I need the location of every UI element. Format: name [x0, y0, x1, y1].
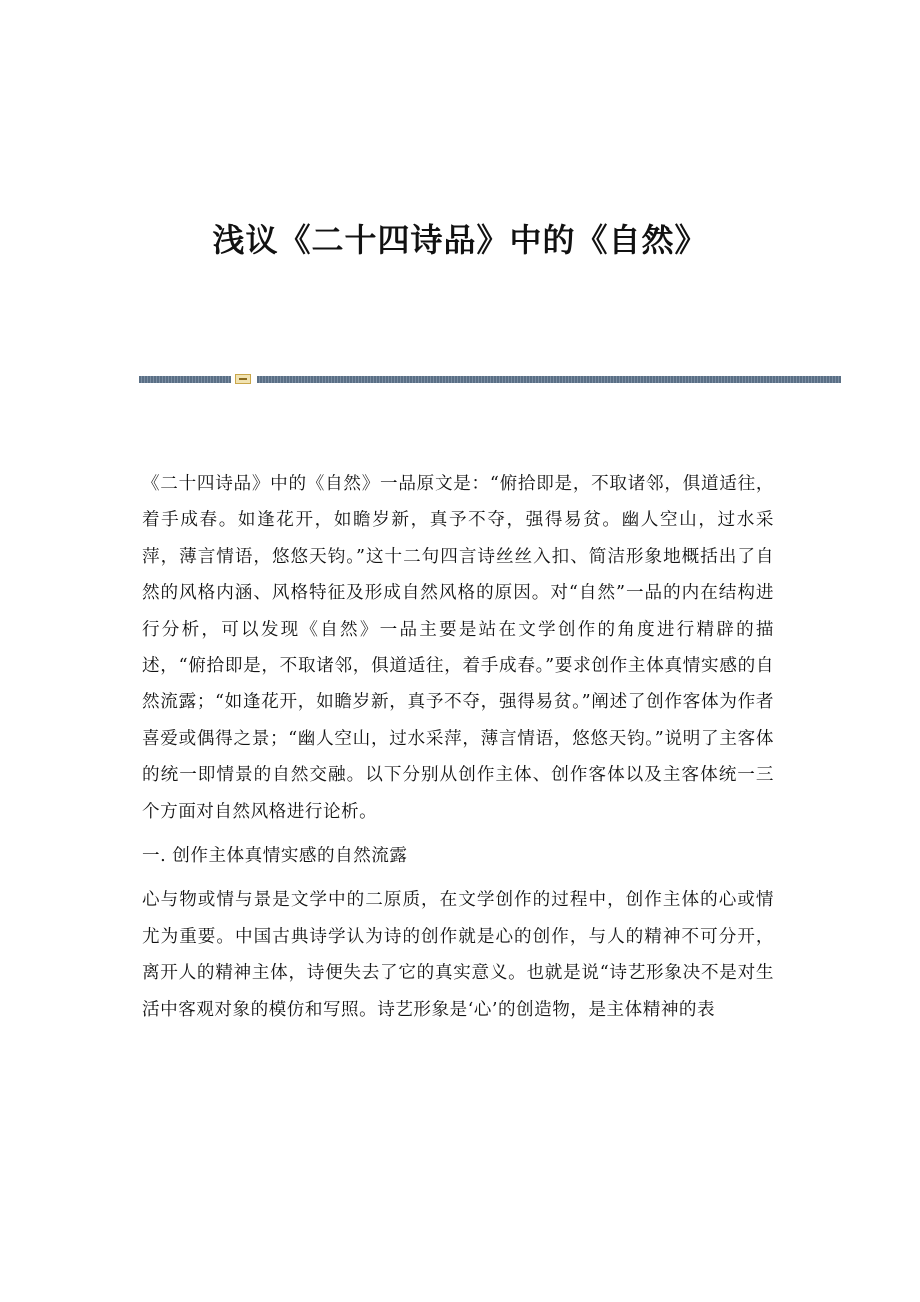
paragraph-body: 心与物或情与景是文学中的二原质，在文学创作的过程中，创作主体的心或情尤为重要。中国古典诗学认为诗的创作就是心的创作，与人的精神不可分开，离开人的精神主体，诗便失去了它的真实意义。也就是说“诗艺形象决不是对生活中客观对象的模仿和写照。诗艺形象是‘心’的创造物，是主体精神的表: [142, 890, 774, 1020]
page-title: 浅议《二十四诗品》中的《自然》: [212, 221, 708, 259]
paragraph-intro: 《二十四诗品》中的《自然》一品原文是：“俯拾即是，不取诸邻，俱道适往，着手成春。如逢花开，如瞻岁新，真予不夺，强得易贫。幽人空山，过水采萍，薄言情语，悠悠天钧。”这十二句四言诗丝丝入扣、简洁形象地概括出了自然的风格内涵、风格特征及形成自然风格的原因。对“自然”一品的内在结构进行分析，可以发现《自然》一品主要是站在文学创作的角度进行精辟的描述，“俯拾即是，不取诸邻，俱道适往，着手成春。”要求创作主体真情实感的自然流露；“如逢花开，如瞻岁新，真予不夺，强得易贫。”阐述了创作客体为作者喜爱或偶得之景；“幽人空山，过水采萍，薄言情语，悠悠天钧。”说明了主客体的统一即情景的自然交融。以下分别从创作主体、创作客体以及主客体统一三个方面对自然风格进行论析。: [142, 474, 774, 822]
document-body: [142, 466, 774, 1028]
divider-ornament-icon: [235, 374, 251, 384]
title-divider: [139, 374, 841, 384]
divider-bar-right: [257, 376, 841, 383]
section-heading: 一. 创作主体真情实感的自然流露: [142, 846, 408, 867]
divider-bar-left: [139, 376, 231, 383]
